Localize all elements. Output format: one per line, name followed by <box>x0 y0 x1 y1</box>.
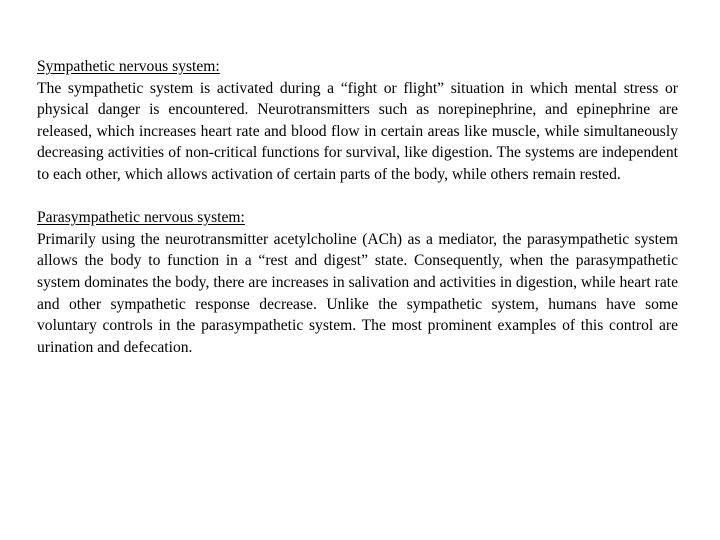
section-heading: Sympathetic nervous system: <box>37 58 220 75</box>
section-heading: Parasympathetic nervous system: <box>37 209 245 227</box>
section-sympathetic <box>37 56 678 186</box>
section-body: Primarily using the neurotransmitter acetylcholine (ACh) as a mediator, the parasympathetic system allows the body to function in a “rest and digest” state. Consequently, when the parasympathetic system dominates the body, there are increases in salivation and activities in digestion, while heart rate and other sympathetic response decrease. Unlike the sympathetic system, humans have some voluntary controls in the parasympathetic system. The most prominent examples of this control are urination and defecation. <box>37 230 678 356</box>
text-content <box>37 56 678 358</box>
section-body: The sympathetic system is activated during a “fight or flight” situation in which mental stress or physical danger is encountered. Neurotransmitters such as norepinephrine, and epinephrine are released, which increases heart rate and blood flow in certain areas like muscle, while simultaneously decreasing activities of non-critical functions for survival, like digestion. The systems are independent to each other, which allows activation of certain parts of the body, while others remain rested. <box>37 79 678 183</box>
section-parasympathetic <box>37 207 678 358</box>
